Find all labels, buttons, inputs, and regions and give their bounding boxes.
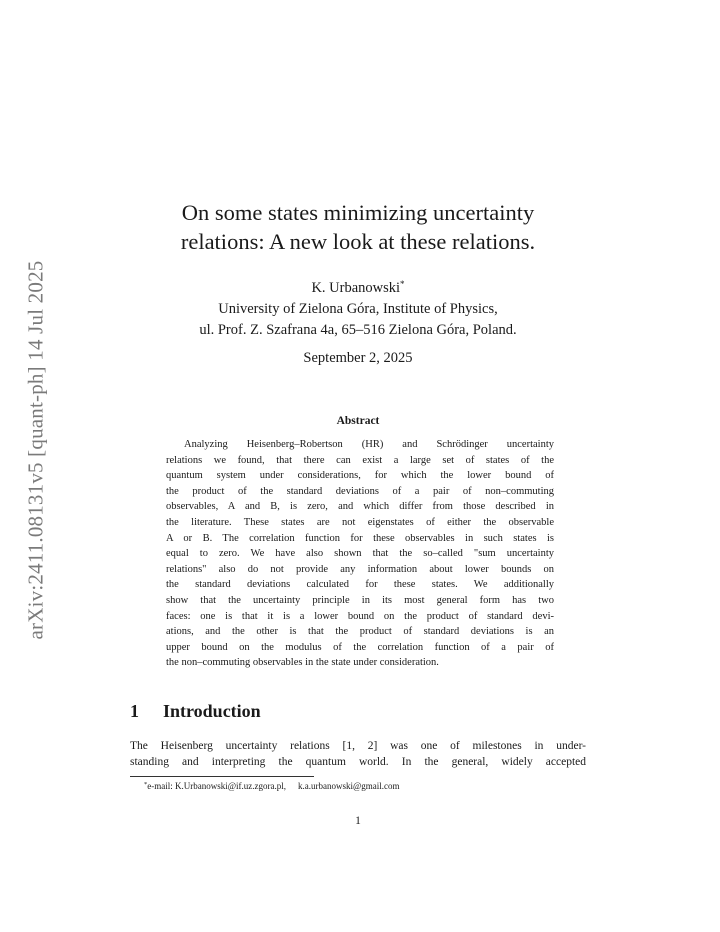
abstract-body: [166, 437, 554, 671]
paper-title: [130, 198, 586, 256]
section-heading: [130, 701, 261, 722]
section-title: Introduction: [163, 701, 261, 721]
footnote-label: e-mail:: [147, 781, 173, 791]
abstract-line: the standard deviations calculated for these states. We additionally: [166, 579, 554, 591]
abstract-line: quantum system under considerations, for which the lower bound of: [166, 470, 554, 482]
footnote: [144, 781, 400, 791]
title-line: On some states minimizing uncertainty: [181, 200, 535, 225]
abstract-line: upper bound on the modulus of the correlation function of a pair of: [166, 641, 554, 653]
abstract-line: relations we found, that there can exist a large set of states of the: [166, 454, 554, 466]
paper-date: September 2, 2025: [303, 350, 413, 366]
abstract-line: ations, and the other is that the product of standard deviations is an: [166, 626, 554, 638]
abstract-heading: Abstract: [336, 415, 380, 427]
abstract-line: the product of the standard deviations of a pair of non–commuting: [166, 485, 554, 497]
footnote-email[interactable]: K.Urbanowski@if.uz.zgora.pl,: [175, 781, 287, 791]
section-number: 1: [130, 701, 139, 721]
affiliation-line: University of Zielona Góra, Institute of Physics,: [218, 301, 498, 317]
abstract-line: relations" also do not provide any information about lower bounds on: [166, 563, 554, 575]
author-block: [130, 274, 586, 341]
footnote-mark: *: [144, 781, 148, 788]
abstract-line: the literature. These states are not eigenstates of either the observable: [166, 516, 554, 528]
affiliation-line: ul. Prof. Z. Szafrana 4a, 65–516 Zielona Góra, Poland.: [199, 322, 517, 338]
intro-line: The Heisenberg uncertainty relations [1, 2] was one of milestones in under-: [130, 740, 586, 752]
author-footnote-mark: *: [400, 279, 405, 289]
introduction-body: [130, 738, 586, 770]
abstract-line: Analyzing Heisenberg–Robertson (HR) and Schrödinger uncertainty: [184, 439, 554, 450]
abstract-line: A or B. The correlation function for these observables in such states is: [166, 532, 554, 544]
abstract-line: equal to zero. We have also shown that the so–called "sum uncertainty: [166, 548, 554, 560]
intro-line: standing and interpreting the quantum world. In the general, widely accepted: [130, 756, 586, 768]
author-name: K. Urbanowski*: [311, 279, 405, 296]
arxiv-identifier-stamp: arXiv:2411.08131v5 [quant-ph] 14 Jul 2025: [23, 260, 48, 640]
title-line: relations: A new look at these relations.: [180, 229, 536, 254]
footnote-email[interactable]: k.a.urbanowski@gmail.com: [298, 781, 400, 791]
footnote-rule: [130, 776, 314, 777]
abstract-line: show that the uncertainty principle in its most general form has two: [166, 594, 554, 606]
abstract-line: the non–commuting observables in the state under consideration.: [166, 657, 439, 669]
abstract-line: observables, A and B, is zero, and which differ from those described in: [166, 501, 554, 513]
page-number: 1: [355, 815, 361, 827]
abstract-line: faces: one is that it is a lower bound on the product of standard devi-: [166, 610, 554, 622]
